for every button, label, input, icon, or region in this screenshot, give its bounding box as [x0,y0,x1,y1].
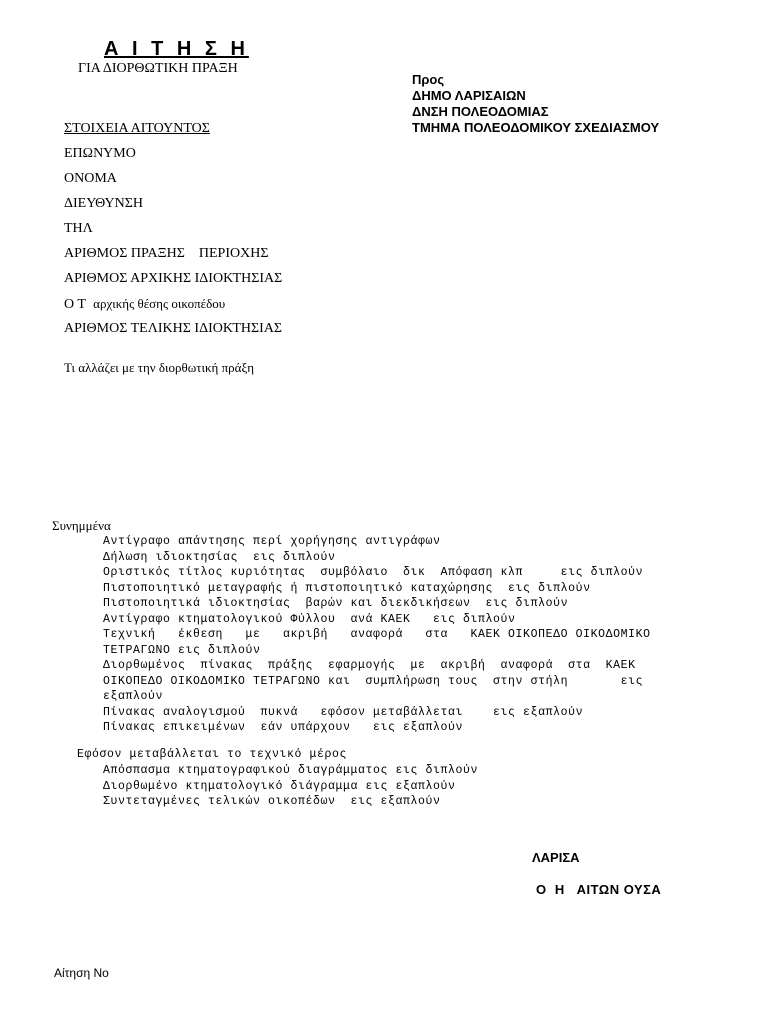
list-item: Συντεταγμένες τελικών οικοπέδων εις εξαπλούν [103,795,441,808]
field-final-property: ΑΡΙΘΜΟΣ ΤΕΛΙΚΗΣ ΙΔΙΟΚΤΗΣΙΑΣ [64,321,283,336]
attachments-list [103,534,651,736]
place-name: ΛΑΡΙΣΑ [532,850,580,865]
list-item: εξαπλούν [103,690,164,703]
field-phone: ΤΗΛ [64,221,93,236]
list-item: Πίνακας αναλογισμού πυκνά εφόσον μεταβάλλεται εις εξαπλούν [103,705,584,719]
list-item: ΤΕΤΡΑΓΩΝΟ εις διπλούν [103,643,261,657]
technical-title: Εφόσον μεταβάλλεται το τεχνικό μέρος [77,748,348,761]
attachments-title: Συνημμένα [52,518,111,533]
list-item: Πίνακας επικειμένων εάν υπάρχουν εις εξαπλούν [103,721,464,734]
recipient-line-2: ΔΝΣΗ ΠΟΛΕΟΔΟΜΙΑΣ [412,104,549,119]
applicant-signature-label: Ο Η ΑΙΤΩΝ ΟΥΣΑ [536,882,662,897]
list-item: Αντίγραφο απάντησης περί χορήγησης αντιγράφων [103,535,441,548]
recipient-block [412,72,659,136]
field-address: ΔΙΕΥΘΥΝΣΗ [64,196,143,211]
applicant-heading: ΣΤΟΙΧΕΙΑ ΑΙΤΟΥΝΤΟΣ [64,121,210,136]
recipient-line-1: ΔΗΜΟ ΛΑΡΙΣΑΙΩΝ [412,88,526,103]
list-item: Οριστικός τίτλος κυριότητας συμβόλαιο δικ Απόφαση κλπ εις διπλούν [103,566,644,579]
technical-list [103,763,478,810]
field-block-prefix: Ο Τ [64,297,86,312]
document-subtitle: ΓΙΑ ΔΙΟΡΘΩΤΙΚΗ ΠΡΑΞΗ [78,61,238,76]
list-item: Δήλωση ιδιοκτησίας εις διπλούν [103,550,336,564]
list-item: Πιστοποιητικό μεταγραφής ή πιστοποιητικό καταχώρησης εις διπλούν [103,581,591,595]
list-item: Διορθωμένος πίνακας πράξης εφαρμογής με ακριβή αναφορά στα ΚΑΕΚ [103,659,636,672]
field-block-number [64,296,225,313]
list-item: Διορθωμένο κτηματολογικό διάγραμμα εις εξαπλούν [103,779,456,793]
field-name: ΟΝΟΜΑ [64,171,117,186]
list-item: ΟΙΚΟΠΕΔΟ ΟΙΚΟΔΟΜΙΚΟ ΤΕΤΡΑΓΩΝΟ και συμπλήρωση τους στην στήλη εις [103,674,644,688]
field-surname: ΕΠΩΝΥΜΟ [64,146,136,161]
document-title: Α Ι Τ Η Σ Η [104,38,249,60]
list-item: Πιστοποιητικά ιδιοκτησίας βαρών και διεκδικήσεων εις διπλούν [103,597,569,610]
list-item: Απόσπασμα κτηματογραφικού διαγράμματος εις διπλούν [103,764,479,777]
list-item: Τεχνική έκθεση με ακριβή αναφορά στα ΚΑΕΚ ΟΙΚΟΠΕΔΟ ΟΙΚΟΔΟΜΙΚΟ [103,628,651,641]
field-initial-property: ΑΡΙΘΜΟΣ ΑΡΧΙΚΗΣ ΙΔΙΟΚΤΗΣΙΑΣ [64,271,283,286]
list-item: Αντίγραφο κτηματολογικού Φύλλου ανά ΚΑΕΚ εις διπλούν [103,612,516,626]
field-act-number: ΑΡΙΘΜΟΣ ΠΡΑΞΗΣ ΠΕΡΙΟΧΗΣ [64,246,269,261]
recipient-line-3: ΤΜΗΜΑ ΠΟΛΕΟΔΟΜΙΚΟΥ ΣΧΕΔΙΑΣΜΟΥ [412,120,660,135]
application-number-label: Αίτηση Νο [54,966,109,980]
field-block-suffix: αρχικής θέσης οικοπέδου [93,296,226,311]
recipient-to: Προς [412,72,445,87]
field-what-changes: Τι αλλάζει με την διορθωτική πράξη [64,360,255,375]
